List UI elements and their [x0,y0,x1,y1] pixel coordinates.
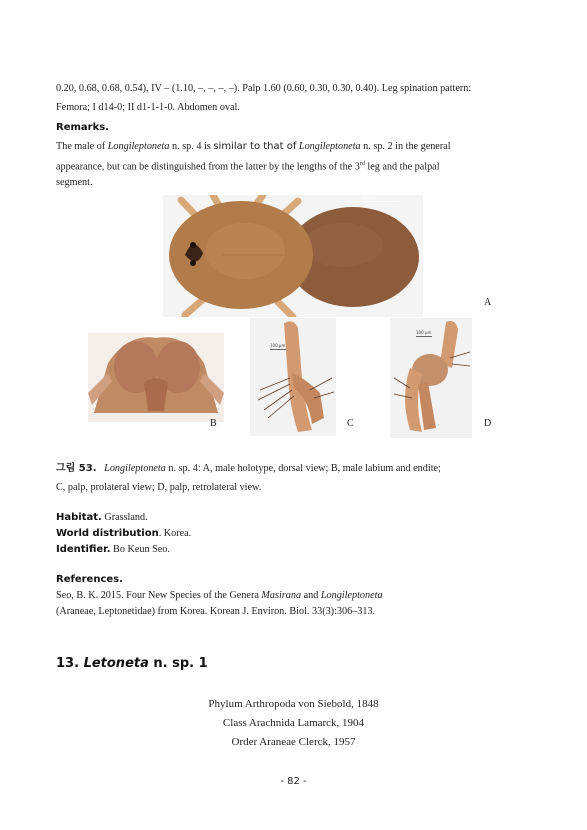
taxonomy-block [0,695,587,752]
figure-label-c: C [347,418,354,429]
taxonomy-order: Order Araneae Clerck, 1957 [231,736,356,748]
world-distribution-line: World distribution. Korea. [56,528,192,539]
figure-caption: 그림 53. Longileptoneta n. sp. 4: A, male holotype, dorsal view; B, male labium and endite; C, palp, prolateral view; D, palp, retrolateral view. [56,463,441,493]
taxonomy-class: Class Arachnida Lamarck, 1904 [222,717,365,729]
figure-label-b: B [210,418,217,429]
scale-bar-c [270,349,286,350]
figure-c-palp-prolateral [250,318,336,436]
palp-prolateral-illustration [250,318,336,436]
figure-label-a: A [484,297,492,308]
figure-b-labium-endite [88,333,224,422]
page-number: - 82 - [280,776,307,787]
remarks-heading: Remarks. [56,122,109,133]
scale-bar-a [339,201,399,202]
remarks-line-3: segment. [56,177,93,188]
habitat-line: Habitat. Grassland. [56,512,148,523]
identifier-line: Identifier. Bo Keun Seo. [56,544,170,555]
taxonomy-phylum: Phylum Arthropoda von Siebold, 1848 [208,698,379,710]
references-heading: References. [56,574,123,585]
spider-dorsal-illustration [163,195,423,317]
body-line-2: Femora; I d14-0; II d1-1-1-0. Abdomen oval. [56,102,240,113]
labium-illustration [88,333,224,422]
remarks-line-1: The male of Longileptoneta n. sp. 4 is similar to that of Longileptoneta n. sp. 2 in the general [56,141,451,152]
remarks-line-2: appearance, but can be distinguished from the latter by the lengths of the 3rd leg and the palpal [56,161,440,173]
scale-label-c: 100 μm [270,343,286,348]
reference-line-1: Seo, B. K. 2015. Four New Species of the Genera Masirana and Longileptoneta [56,590,383,601]
scale-label-a: 500 μm [361,195,377,200]
caption-prefix: 그림 53. [56,463,97,474]
body-line-1: 0.20, 0.68, 0.68, 0.54), IV – (1.10, –, –, –, –). Palp 1.60 (0.60, 0.30, 0.30, 0.40). Leg spination pattern: [56,83,472,94]
scale-label-d: 100 μm [416,330,432,335]
reference-line-2: (Araneae, Leptonetidae) from Korea. Korean J. Environ. Biol. 33(3):306–313. [56,606,376,617]
section-heading: 13. Letoneta n. sp. 1 [56,656,208,671]
figure-d-palp-retrolateral [390,318,472,438]
scale-bar-d [416,336,432,337]
figure-a-dorsal-view [163,195,423,317]
figure-label-d: D [484,418,492,429]
